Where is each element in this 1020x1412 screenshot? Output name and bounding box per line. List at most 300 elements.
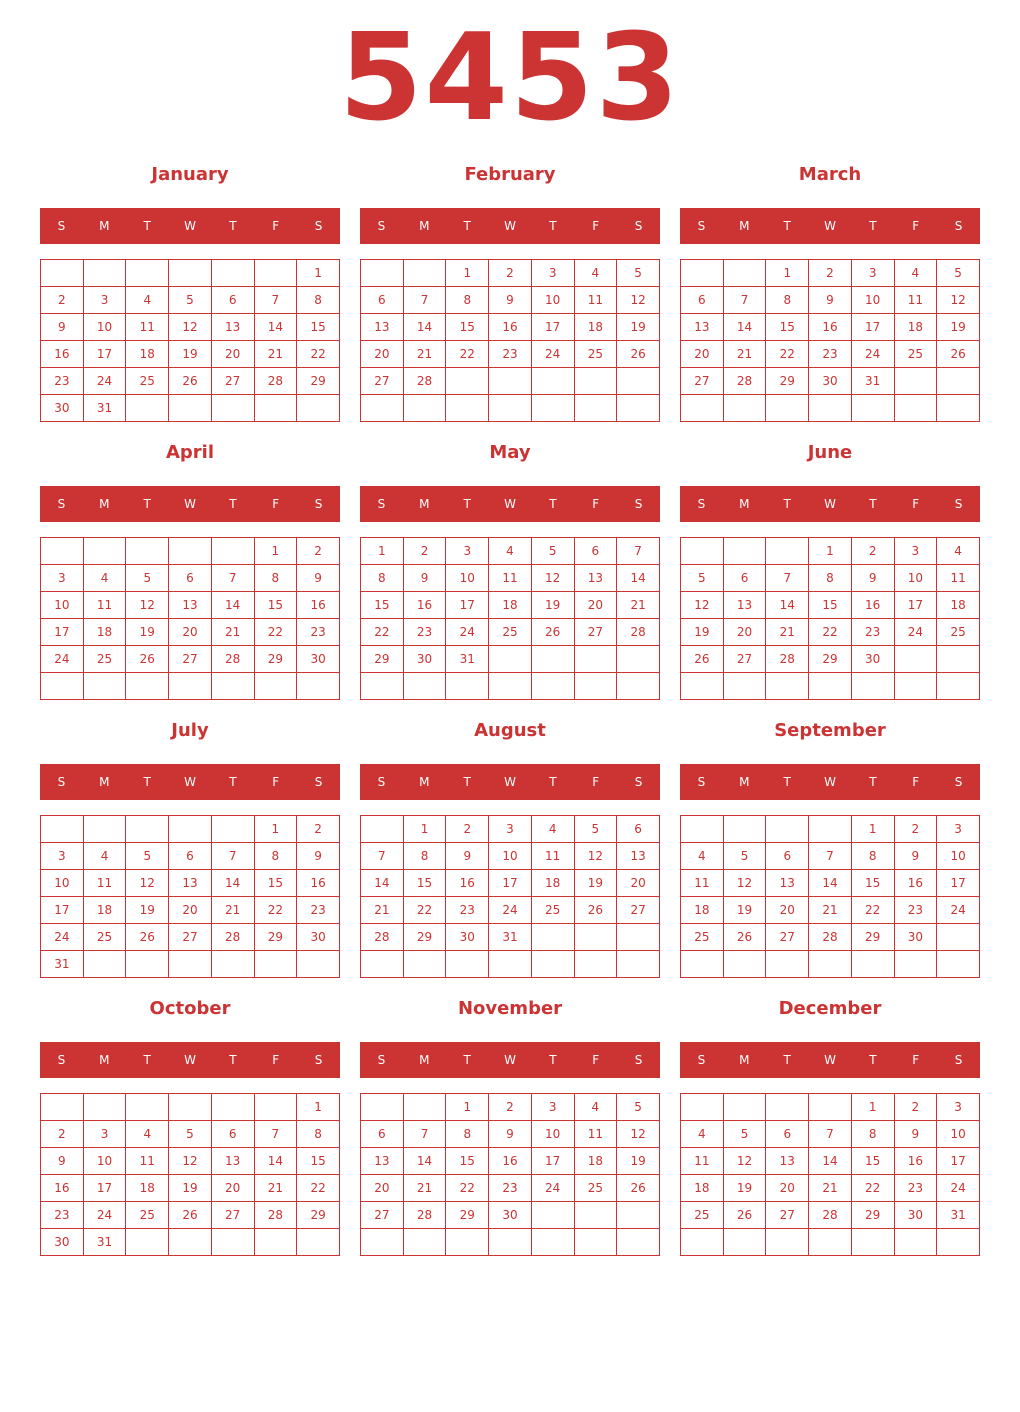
day-cell xyxy=(574,368,617,395)
day-cell: 14 xyxy=(254,314,297,341)
day-cell: 26 xyxy=(531,619,574,646)
day-cell: 15 xyxy=(851,1148,894,1175)
weekday-label: W xyxy=(504,497,516,511)
day-cell xyxy=(41,260,84,287)
week-row xyxy=(41,924,340,951)
day-cell: 10 xyxy=(851,287,894,314)
day-cell: 8 xyxy=(446,1121,489,1148)
day-cell: 21 xyxy=(211,619,254,646)
weekday-label: T xyxy=(143,1053,151,1067)
day-cell xyxy=(681,260,724,287)
day-cell xyxy=(937,1229,980,1256)
day-cell: 23 xyxy=(446,897,489,924)
day-cell xyxy=(937,395,980,422)
day-cell: 24 xyxy=(446,619,489,646)
week-row xyxy=(41,1175,340,1202)
weekday-label: F xyxy=(272,497,280,511)
day-cell xyxy=(169,538,212,565)
day-cell xyxy=(126,395,169,422)
day-cell: 16 xyxy=(489,314,532,341)
day-cell: 16 xyxy=(41,1175,84,1202)
day-cell: 22 xyxy=(297,341,340,368)
day-cell: 28 xyxy=(211,646,254,673)
day-cell xyxy=(169,260,212,287)
weekday-label: S xyxy=(377,219,386,233)
day-cell xyxy=(681,395,724,422)
day-cell xyxy=(361,1094,404,1121)
day-cell xyxy=(531,646,574,673)
day-cell: 15 xyxy=(446,1148,489,1175)
day-cell: 20 xyxy=(361,1175,404,1202)
day-cell xyxy=(126,951,169,978)
day-cell: 24 xyxy=(83,1202,126,1229)
weekday-header xyxy=(360,208,660,244)
week-row xyxy=(681,341,980,368)
day-cell: 29 xyxy=(766,368,809,395)
day-cell: 23 xyxy=(851,619,894,646)
day-cell: 4 xyxy=(894,260,937,287)
day-cell xyxy=(723,395,766,422)
day-cell: 6 xyxy=(766,843,809,870)
week-row xyxy=(681,951,980,978)
day-cell: 4 xyxy=(574,260,617,287)
day-cell: 29 xyxy=(809,646,852,673)
day-cell xyxy=(489,395,532,422)
day-cell: 14 xyxy=(809,870,852,897)
weekday-label: T xyxy=(463,497,471,511)
day-cell: 6 xyxy=(361,287,404,314)
day-cell: 25 xyxy=(126,1202,169,1229)
weekday-label: T xyxy=(869,497,877,511)
day-cell: 29 xyxy=(297,1202,340,1229)
day-cell: 9 xyxy=(41,314,84,341)
day-cell: 5 xyxy=(531,538,574,565)
day-cell: 14 xyxy=(403,1148,446,1175)
day-cell: 27 xyxy=(723,646,766,673)
day-cell xyxy=(766,395,809,422)
day-cell: 21 xyxy=(766,619,809,646)
day-cell: 22 xyxy=(403,897,446,924)
weekday-label: M xyxy=(419,1053,430,1067)
day-cell: 14 xyxy=(766,592,809,619)
week-row xyxy=(681,395,980,422)
day-cell xyxy=(446,673,489,700)
day-cell: 22 xyxy=(297,1175,340,1202)
week-row xyxy=(41,1094,340,1121)
weekday-label: T xyxy=(463,775,471,789)
week-row xyxy=(41,314,340,341)
day-cell xyxy=(83,538,126,565)
day-cell: 29 xyxy=(297,368,340,395)
day-cell: 30 xyxy=(403,646,446,673)
day-cell: 13 xyxy=(361,314,404,341)
day-cell: 12 xyxy=(574,843,617,870)
week-row xyxy=(41,870,340,897)
day-cell: 28 xyxy=(617,619,660,646)
day-cell: 2 xyxy=(41,287,84,314)
day-cell xyxy=(766,538,809,565)
day-cell: 17 xyxy=(41,619,84,646)
day-cell xyxy=(937,951,980,978)
day-cell xyxy=(937,368,980,395)
weekday-label: S xyxy=(954,775,963,789)
weekday-label: S xyxy=(314,219,323,233)
day-cell: 19 xyxy=(937,314,980,341)
weekday-label: S xyxy=(377,775,386,789)
day-cell xyxy=(211,673,254,700)
day-cell: 27 xyxy=(169,924,212,951)
day-cell: 22 xyxy=(809,619,852,646)
day-cell xyxy=(83,1094,126,1121)
day-cell: 5 xyxy=(169,287,212,314)
day-cell: 8 xyxy=(766,287,809,314)
day-cell: 29 xyxy=(403,924,446,951)
day-cell: 3 xyxy=(446,538,489,565)
day-cell xyxy=(489,646,532,673)
day-cell: 31 xyxy=(41,951,84,978)
day-cell: 22 xyxy=(254,897,297,924)
day-cell: 2 xyxy=(851,538,894,565)
weekday-label: F xyxy=(272,1053,280,1067)
day-cell xyxy=(254,1094,297,1121)
day-cell: 15 xyxy=(297,1148,340,1175)
day-cell xyxy=(617,673,660,700)
day-cell: 4 xyxy=(489,538,532,565)
week-row xyxy=(681,1175,980,1202)
day-cell xyxy=(169,1094,212,1121)
day-cell: 3 xyxy=(937,1094,980,1121)
day-cell: 27 xyxy=(617,897,660,924)
day-cell: 3 xyxy=(894,538,937,565)
day-cell xyxy=(809,673,852,700)
day-cell: 16 xyxy=(894,1148,937,1175)
week-row xyxy=(41,565,340,592)
week-row xyxy=(361,924,660,951)
day-cell: 1 xyxy=(809,538,852,565)
day-cell: 19 xyxy=(681,619,724,646)
day-cell: 29 xyxy=(254,646,297,673)
day-cell: 30 xyxy=(297,646,340,673)
day-cell: 23 xyxy=(894,897,937,924)
day-cell xyxy=(617,646,660,673)
week-row xyxy=(361,395,660,422)
day-cell: 14 xyxy=(254,1148,297,1175)
day-cell: 6 xyxy=(211,1121,254,1148)
day-cell: 3 xyxy=(83,287,126,314)
day-cell: 11 xyxy=(531,843,574,870)
day-cell: 1 xyxy=(297,1094,340,1121)
day-cell xyxy=(766,673,809,700)
day-cell: 12 xyxy=(126,870,169,897)
day-cell: 18 xyxy=(83,897,126,924)
day-cell: 12 xyxy=(531,565,574,592)
day-cell xyxy=(169,816,212,843)
day-cell: 1 xyxy=(851,1094,894,1121)
day-cell: 11 xyxy=(83,592,126,619)
day-cell: 13 xyxy=(169,592,212,619)
day-cell: 21 xyxy=(254,341,297,368)
day-cell: 2 xyxy=(297,538,340,565)
day-cell xyxy=(894,368,937,395)
day-cell: 27 xyxy=(766,924,809,951)
day-cell: 8 xyxy=(297,287,340,314)
week-row xyxy=(681,816,980,843)
year-title: 5453 xyxy=(339,9,681,148)
day-cell: 6 xyxy=(766,1121,809,1148)
day-cell: 22 xyxy=(361,619,404,646)
weekday-header xyxy=(680,208,980,244)
days-table xyxy=(680,1093,980,1256)
weekday-label: S xyxy=(314,1053,323,1067)
day-cell: 25 xyxy=(937,619,980,646)
day-cell: 10 xyxy=(489,843,532,870)
week-row xyxy=(41,1148,340,1175)
day-cell: 1 xyxy=(851,816,894,843)
day-cell xyxy=(211,538,254,565)
day-cell: 18 xyxy=(937,592,980,619)
week-row xyxy=(41,843,340,870)
day-cell xyxy=(211,816,254,843)
day-cell: 9 xyxy=(894,843,937,870)
week-row xyxy=(41,592,340,619)
day-cell: 25 xyxy=(681,924,724,951)
day-cell: 7 xyxy=(617,538,660,565)
day-cell: 28 xyxy=(254,1202,297,1229)
day-cell: 10 xyxy=(41,870,84,897)
day-cell: 31 xyxy=(446,646,489,673)
day-cell: 24 xyxy=(41,646,84,673)
day-cell xyxy=(254,673,297,700)
day-cell xyxy=(254,951,297,978)
weekday-label: T xyxy=(549,219,557,233)
day-cell xyxy=(617,1229,660,1256)
day-cell: 12 xyxy=(937,287,980,314)
day-cell xyxy=(403,1229,446,1256)
day-cell: 1 xyxy=(297,260,340,287)
days-table xyxy=(40,537,340,700)
day-cell xyxy=(766,816,809,843)
day-cell xyxy=(617,951,660,978)
day-cell xyxy=(211,1094,254,1121)
week-row xyxy=(41,368,340,395)
weekday-label: M xyxy=(99,219,110,233)
day-cell xyxy=(809,1094,852,1121)
week-row xyxy=(681,1094,980,1121)
day-cell: 14 xyxy=(723,314,766,341)
weekday-label: S xyxy=(314,497,323,511)
weekday-header xyxy=(680,764,980,800)
weekday-label: T xyxy=(229,775,237,789)
day-cell: 19 xyxy=(723,897,766,924)
day-cell: 17 xyxy=(83,341,126,368)
day-cell: 13 xyxy=(211,314,254,341)
weekday-label: F xyxy=(592,775,600,789)
day-cell xyxy=(809,951,852,978)
day-cell: 25 xyxy=(681,1202,724,1229)
day-cell: 18 xyxy=(126,341,169,368)
day-cell xyxy=(126,816,169,843)
weekday-label: S xyxy=(57,219,66,233)
day-cell: 13 xyxy=(574,565,617,592)
day-cell: 29 xyxy=(254,924,297,951)
day-cell: 29 xyxy=(851,1202,894,1229)
day-cell: 10 xyxy=(894,565,937,592)
weekday-header xyxy=(40,208,340,244)
day-cell xyxy=(126,673,169,700)
day-cell xyxy=(851,673,894,700)
day-cell xyxy=(937,924,980,951)
weekday-header xyxy=(40,764,340,800)
week-row xyxy=(681,538,980,565)
day-cell: 17 xyxy=(894,592,937,619)
day-cell: 28 xyxy=(723,368,766,395)
day-cell: 3 xyxy=(489,816,532,843)
day-cell: 5 xyxy=(681,565,724,592)
day-cell: 5 xyxy=(937,260,980,287)
day-cell: 4 xyxy=(574,1094,617,1121)
day-cell: 4 xyxy=(681,843,724,870)
weekday-label: T xyxy=(463,219,471,233)
day-cell: 16 xyxy=(41,341,84,368)
day-cell: 7 xyxy=(254,1121,297,1148)
day-cell: 13 xyxy=(681,314,724,341)
day-cell: 16 xyxy=(489,1148,532,1175)
day-cell xyxy=(446,368,489,395)
day-cell: 25 xyxy=(574,1175,617,1202)
weekday-label: S xyxy=(57,775,66,789)
days-table xyxy=(360,537,660,700)
day-cell: 3 xyxy=(531,260,574,287)
day-cell: 11 xyxy=(681,1148,724,1175)
day-cell: 7 xyxy=(254,287,297,314)
day-cell: 8 xyxy=(446,287,489,314)
week-row xyxy=(41,1121,340,1148)
day-cell: 25 xyxy=(83,924,126,951)
weekday-label: F xyxy=(592,497,600,511)
weekday-label: T xyxy=(143,497,151,511)
day-cell: 9 xyxy=(446,843,489,870)
day-cell: 7 xyxy=(361,843,404,870)
week-row xyxy=(41,646,340,673)
day-cell xyxy=(446,951,489,978)
weekday-label: S xyxy=(697,219,706,233)
day-cell: 26 xyxy=(723,924,766,951)
day-cell: 6 xyxy=(361,1121,404,1148)
day-cell: 16 xyxy=(446,870,489,897)
days-table xyxy=(360,1093,660,1256)
day-cell: 2 xyxy=(297,816,340,843)
week-row xyxy=(361,314,660,341)
day-cell: 19 xyxy=(574,870,617,897)
day-cell xyxy=(766,1229,809,1256)
week-row xyxy=(681,592,980,619)
day-cell: 27 xyxy=(169,646,212,673)
day-cell: 4 xyxy=(126,287,169,314)
day-cell: 10 xyxy=(446,565,489,592)
day-cell: 11 xyxy=(937,565,980,592)
week-row xyxy=(361,565,660,592)
day-cell: 23 xyxy=(403,619,446,646)
day-cell: 10 xyxy=(41,592,84,619)
day-cell: 18 xyxy=(681,897,724,924)
weekday-label: M xyxy=(419,775,430,789)
day-cell: 11 xyxy=(489,565,532,592)
day-cell: 18 xyxy=(83,619,126,646)
day-cell: 27 xyxy=(211,1202,254,1229)
day-cell: 21 xyxy=(254,1175,297,1202)
weekday-header xyxy=(360,1042,660,1078)
weekday-label: T xyxy=(783,219,791,233)
day-cell xyxy=(489,673,532,700)
day-cell xyxy=(169,1229,212,1256)
day-cell: 31 xyxy=(851,368,894,395)
day-cell: 1 xyxy=(254,538,297,565)
day-cell: 27 xyxy=(361,368,404,395)
weekday-label: F xyxy=(912,1053,920,1067)
day-cell: 2 xyxy=(489,1094,532,1121)
day-cell xyxy=(723,1094,766,1121)
day-cell xyxy=(41,673,84,700)
weekday-label: F xyxy=(912,775,920,789)
day-cell xyxy=(489,368,532,395)
day-cell xyxy=(574,673,617,700)
day-cell: 30 xyxy=(851,646,894,673)
day-cell: 12 xyxy=(681,592,724,619)
weekday-label: T xyxy=(549,775,557,789)
day-cell xyxy=(169,395,212,422)
weekday-label: S xyxy=(634,497,643,511)
day-cell: 9 xyxy=(41,1148,84,1175)
weekday-label: T xyxy=(143,775,151,789)
weekday-label: S xyxy=(697,775,706,789)
day-cell: 15 xyxy=(254,870,297,897)
day-cell: 22 xyxy=(851,1175,894,1202)
day-cell: 26 xyxy=(617,1175,660,1202)
day-cell: 22 xyxy=(446,1175,489,1202)
weekday-header xyxy=(360,486,660,522)
day-cell xyxy=(574,646,617,673)
day-cell xyxy=(403,395,446,422)
day-cell xyxy=(574,951,617,978)
day-cell xyxy=(681,673,724,700)
day-cell: 30 xyxy=(894,924,937,951)
week-row xyxy=(361,1229,660,1256)
day-cell xyxy=(126,1229,169,1256)
day-cell: 20 xyxy=(617,870,660,897)
day-cell: 14 xyxy=(361,870,404,897)
day-cell: 26 xyxy=(937,341,980,368)
day-cell: 15 xyxy=(297,314,340,341)
day-cell: 4 xyxy=(531,816,574,843)
day-cell: 12 xyxy=(617,287,660,314)
day-cell xyxy=(894,673,937,700)
week-row xyxy=(361,843,660,870)
day-cell: 26 xyxy=(681,646,724,673)
day-cell xyxy=(403,1094,446,1121)
day-cell: 16 xyxy=(809,314,852,341)
day-cell xyxy=(894,646,937,673)
day-cell: 23 xyxy=(489,1175,532,1202)
month-name: April xyxy=(165,442,215,463)
day-cell xyxy=(361,673,404,700)
week-row xyxy=(361,592,660,619)
day-cell: 8 xyxy=(254,843,297,870)
month-name: September xyxy=(774,720,886,741)
day-cell: 26 xyxy=(169,368,212,395)
week-row xyxy=(361,646,660,673)
day-cell: 13 xyxy=(617,843,660,870)
week-row xyxy=(681,1121,980,1148)
